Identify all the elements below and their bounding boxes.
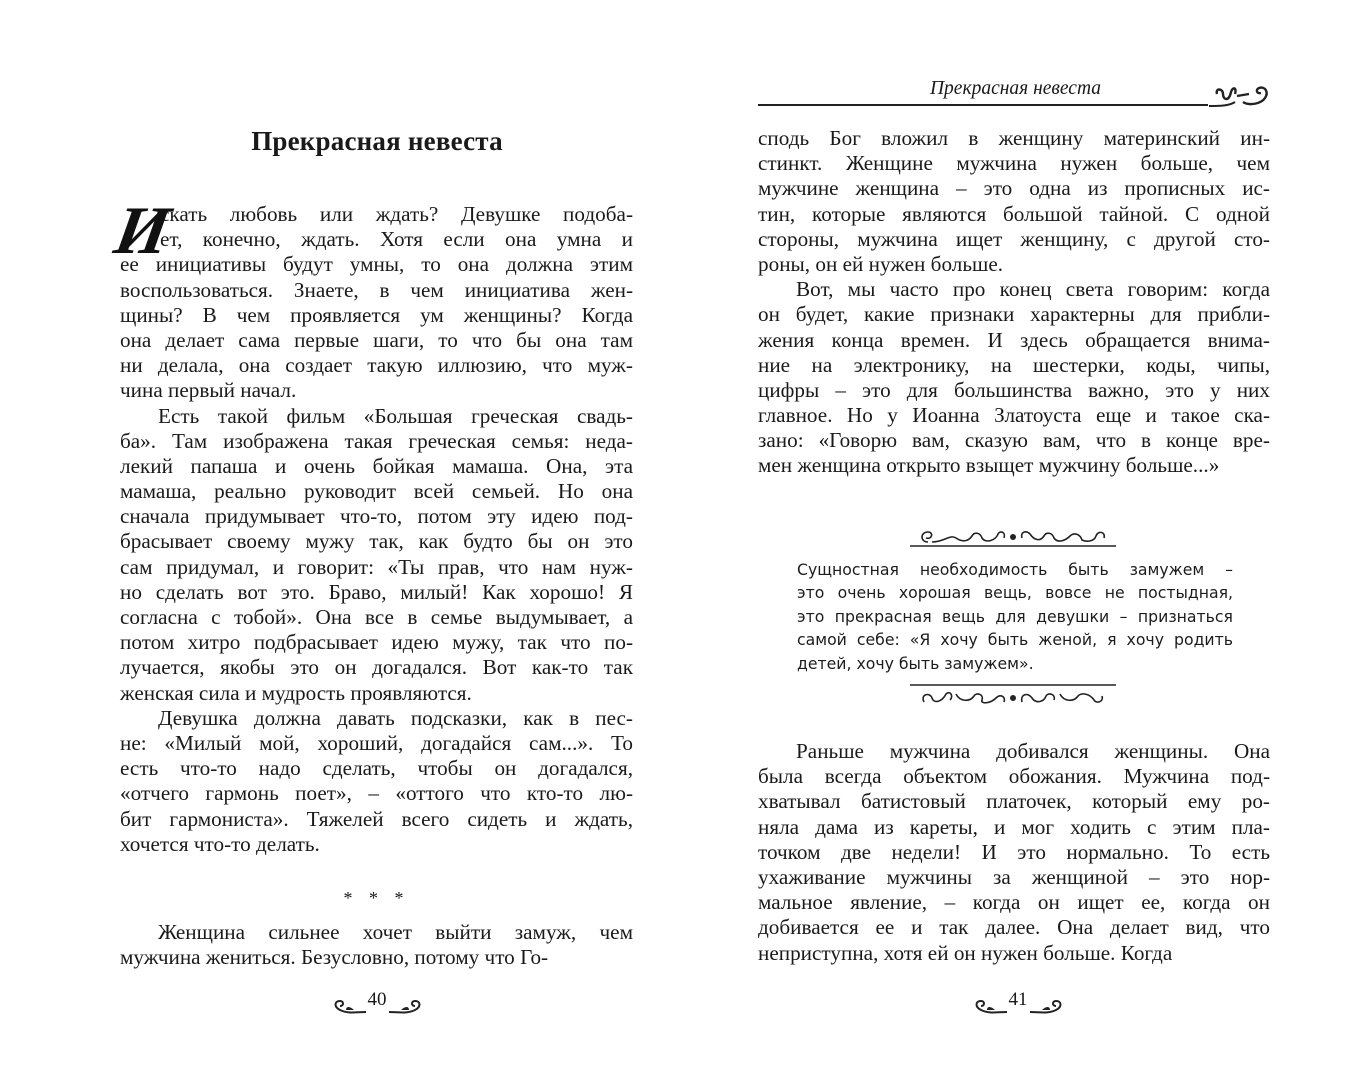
left-page-body — [109, 192, 633, 857]
ornament-divider-icon — [910, 520, 1116, 548]
text-line: мамаша, реально руководит всей семьей. Но она — [120, 479, 633, 504]
callout-quote — [797, 558, 1233, 675]
right-page-body-continued — [758, 739, 1270, 966]
text-line: потом хитро подбрасывает идею мужу, так что по- — [120, 630, 633, 655]
text-line: сподь Бог вложил в женщину материнский ин- — [758, 126, 1270, 150]
text-line: лучается, якобы это он догадался. Вот как-то так — [120, 655, 633, 680]
page-number-left — [317, 989, 437, 1018]
chapter-title: Прекрасная невеста — [251, 126, 503, 156]
right-page-body — [758, 126, 1270, 479]
text-line: Женщина сильнее хочет выйти замуж, чем — [158, 920, 633, 944]
text-line: ухаживание мужчины за женщиной – это нор- — [758, 864, 1270, 889]
ornament-scroll-icon — [387, 996, 427, 1018]
text-line: стороны, мужчина ищет женщину, с другой сто- — [758, 226, 1270, 251]
callout-line: это прекрасная вещь для девушки – признаться — [797, 606, 1233, 626]
text-line: мужчина жениться. Безусловно, потому что Го- — [120, 945, 549, 970]
text-line: няла дама из кареты, и мог ходить с этим пла- — [758, 814, 1270, 839]
text-line: Девушка должна давать подсказки, как в пес- — [158, 705, 633, 730]
text-line: точком две недели! И это нормально. То есть — [758, 839, 1270, 864]
ornament-divider-icon — [910, 682, 1116, 710]
text-line: «отчего гармонь поет», – «оттого что кто-то лю- — [120, 781, 633, 806]
text-line: ни делала, она создает такую иллюзию, что муж- — [120, 353, 633, 378]
callout-line: самой себе: «Я хочу быть женой, я хочу родить — [797, 630, 1233, 650]
text-line: Есть такой фильм «Большая греческая свадь- — [158, 403, 633, 428]
text-line: но сделать вот это. Браво, милый! Как хорошо! Я — [120, 579, 633, 604]
text-line: главное. Но у Иоанна Златоуста еще и такое ска- — [758, 403, 1270, 428]
callout-line: детей, хочу быть замужем». — [797, 653, 1034, 673]
text-line: неприступна, хотя ей он нужен больше. Когда — [758, 940, 1173, 965]
text-line: сначала придумывает что-то, потом эту идею под- — [120, 504, 633, 529]
text-line: Раньше мужчина добивался женщины. Она — [796, 739, 1270, 763]
text-line: воспользоваться. Знаете, в чем инициатива жен- — [120, 277, 633, 302]
text-line: добивается ее и так далее. Она делает вид, что — [758, 915, 1270, 940]
text-line: она делает сама первые шаги, то что бы она там — [120, 327, 633, 352]
text-line: бит гармониста». Тяжелей всего сидеть и ждать, — [120, 806, 633, 831]
text-line: чина первый начал. — [120, 378, 297, 403]
section-separator: * * * — [343, 888, 410, 908]
page-number-text: 41 — [1008, 989, 1028, 1010]
text-line: зано: «Говорю вам, сказую вам, что в конце вре- — [758, 428, 1270, 453]
text-line: мен женщина открыто взыщет мужчину больше...» — [758, 453, 1220, 478]
page-number-text: 40 — [367, 989, 387, 1010]
text-line: женская сила и мудрость проявляются. — [120, 680, 472, 705]
ornament-scroll-icon — [969, 996, 1009, 1018]
text-line: скать любовь или ждать? Девушке подоба- — [160, 202, 633, 226]
text-line: роны, он ей нужен больше. — [758, 251, 1004, 276]
text-line: ба». Там изображена такая греческая семья: неда- — [120, 428, 633, 453]
text-line: сам придумал, и говорит: «Ты прав, что нам нуж- — [120, 554, 633, 579]
left-page-body-continued — [120, 920, 633, 970]
callout-line: Сущностная необходимость быть замужем – — [797, 560, 1233, 579]
text-line: ет, конечно, ждать. Хотя если она умна и — [160, 227, 633, 252]
running-header-title: Прекрасная невеста — [929, 78, 1102, 99]
drop-cap: И — [109, 192, 170, 268]
text-line: мальное явление, – когда он ищет ее, когда он — [758, 890, 1270, 915]
text-line: была всегда объектом обожания. Мужчина под- — [758, 764, 1270, 789]
page-number-right — [958, 989, 1078, 1018]
text-line: ние на электронику, на шестерки, коды, чипы, — [758, 352, 1270, 377]
ornament-flourish-icon — [1209, 82, 1273, 110]
text-line: лекий папаша и очень бойкая мамаша. Она, эта — [120, 453, 633, 478]
text-line: тин, которые являются большой тайной. С одной — [758, 201, 1270, 226]
text-line: мужчине женщина – это одна из прописных ис- — [758, 176, 1270, 201]
text-line: хочется что-то делать. — [120, 831, 320, 856]
text-line: хватывал батистовый платочек, который ему ро- — [758, 789, 1270, 814]
text-line: ее инициативы будут умны, то она должна этим — [120, 252, 633, 277]
text-line: брасывает своему мужу так, как будто бы он это — [120, 529, 633, 554]
text-line: есть что-то надо сделать, чтобы он догадался, — [120, 756, 633, 781]
text-line: цифры – это для большинства важно, это у них — [758, 377, 1270, 402]
callout-line: это очень хорошая вещь, вовсе не постыдная, — [797, 583, 1233, 603]
text-line: не: «Милый мой, хороший, догадайся сам...». То — [120, 730, 633, 755]
text-line: стинкт. Женщине мужчина нужен больше, чем — [758, 151, 1270, 176]
text-line: он будет, какие признаки характерны для прибли- — [758, 302, 1270, 327]
text-line: Вот, мы часто про конец света говорим: когда — [796, 277, 1270, 302]
header-rule — [758, 104, 1208, 106]
text-line: щины? В чем проявляется ум женщины? Когда — [120, 302, 633, 327]
text-line: согласна с тобой». Она все в семье выдумывает, а — [120, 605, 633, 629]
ornament-scroll-icon — [1028, 996, 1068, 1018]
running-header — [758, 74, 1273, 110]
ornament-scroll-icon — [328, 996, 368, 1018]
text-line: жения конца времен. И здесь обращается внима- — [758, 327, 1270, 352]
